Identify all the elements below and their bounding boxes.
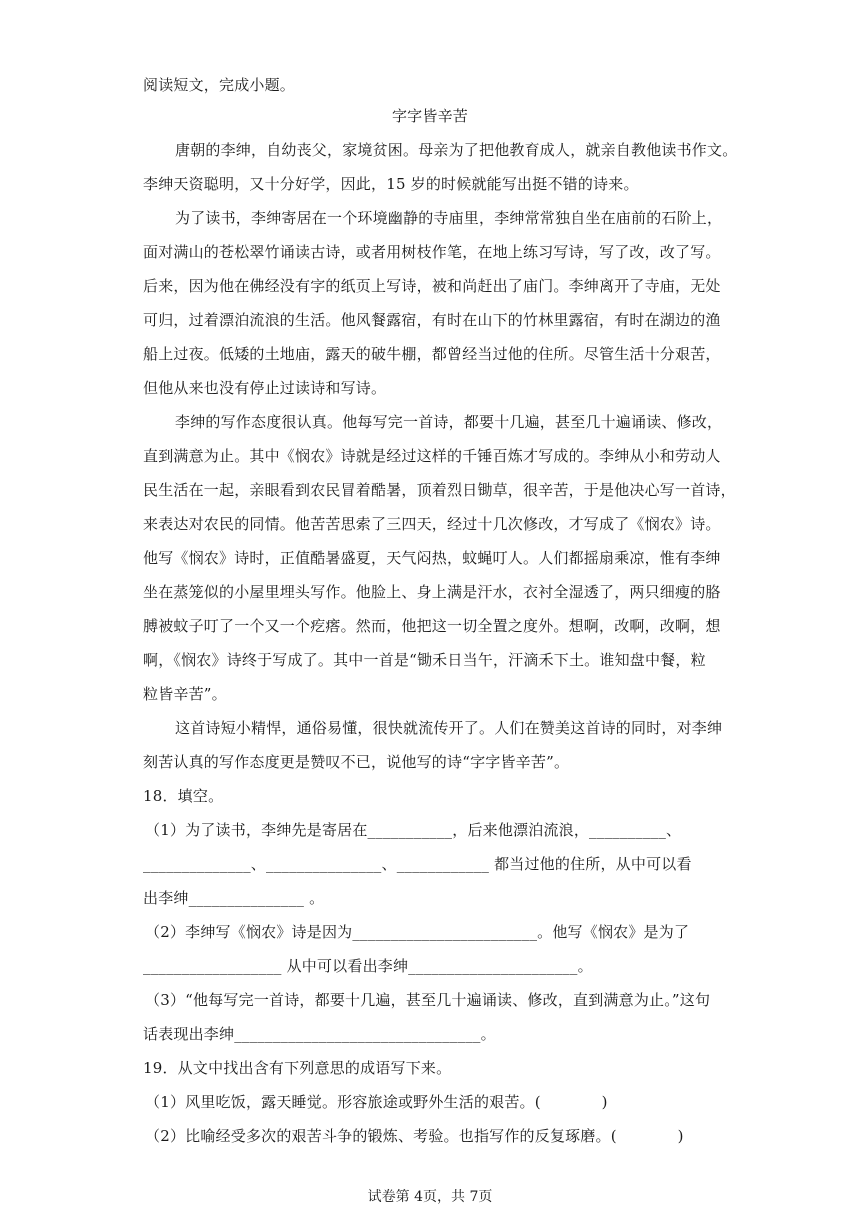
article-line: 民生活在一起，亲眼看到农民冒着酷暑，顶着烈日锄草，很辛苦，于是他决心写一首诗， xyxy=(143,481,736,499)
article-line: 李绅的写作态度很认真。他每写完一首诗，都要十几遍，甚至几十遍诵读、修改， xyxy=(175,413,723,431)
question-18-line: （1）为了读书，李绅先是寄居在___________，后来他漂泊流浪，__________、 xyxy=(145,821,682,839)
question-18-line: ______________、_______________、____________ 都当过他的住所，从中可以看 xyxy=(143,855,692,873)
article-line: 为了读书，李绅寄居在一个环境幽静的寺庙里，李绅常常独自坐在庙前的石阶上， xyxy=(175,209,723,227)
question-18-line: __________________ 从中可以看出李绅______________________。 xyxy=(143,957,593,975)
question-19-line: （2）比喻经受多次的艰苦斗争的锻炼、考验。也指写作的反复琢磨。( ) xyxy=(145,1127,684,1145)
article-line: 坐在蒸笼似的小屋里埋头写作。他脸上、身上满是汗水，衣衬全湿透了，两只细瘦的胳 xyxy=(143,583,721,601)
article-line: 可归，过着漂泊流浪的生活。他风餐露宿，有时在山下的竹林里露宿，有时在湖边的渔 xyxy=(143,311,721,329)
article-line: 李绅天资聪明，又十分好学，因此，15 岁的时候就能写出挺不错的诗来。 xyxy=(143,175,639,193)
article-line: 后来，因为他在佛经没有字的纸页上写诗，被和尚赶出了庙门。李绅离开了寺庙，无处 xyxy=(143,277,721,295)
article-line: 刻苦认真的写作态度更是赞叹不已，说他写的诗“字字皆辛苦”。 xyxy=(143,753,570,771)
page-footer: 试卷第 4页，共 7页 xyxy=(367,1189,493,1205)
question-19-line: （1）风里吃饭，露天睡觉。形容旅途或野外生活的艰苦。( ) xyxy=(145,1093,608,1111)
article-line: 他写《悯农》诗时，正值酷暑盛夏，天气闷热，蚊蝇叮人。人们都摇扇乘凉，惟有李绅 xyxy=(143,549,721,567)
article-title: 字字皆辛苦 xyxy=(391,107,468,125)
reading-instruction: 阅读短文，完成小题。 xyxy=(143,76,296,94)
question-18-line: （3）“他每写完一首诗，都要十几遍，甚至几十遍诵读、修改，直到满意为止。”这句 xyxy=(145,991,711,1009)
article-line: 啊，《悯农》诗终于写成了。其中一首是“锄禾日当午，汗滴禾下土。谁知盘中餐，粒 xyxy=(143,651,706,669)
article-line: 船上过夜。低矮的土地庙，露天的破牛棚，都曾经当过他的住所。尽管生活十分艰苦， xyxy=(143,345,721,363)
article-line: 直到满意为止。其中《悯农》诗就是经过这样的千锤百炼才写成的。李绅从小和劳动人 xyxy=(143,447,721,465)
question-18-line: 话表现出李绅________________________________。 xyxy=(143,1025,496,1043)
article-line: 粒皆辛苦”。 xyxy=(143,685,227,703)
article-line: 这首诗短小精悍，通俗易懂，很快就流传开了。人们在赞美这首诗的同时，对李绅 xyxy=(175,719,723,737)
article-line: 膊被蚊子叮了一个又一个疙瘩。然而，他把这一切全置之度外。想啊，改啊，改啊，想 xyxy=(143,617,721,635)
article-line: 来表达对农民的同情。他苦苦思索了三四天，经过十几次修改，才写成了《悯农》诗。 xyxy=(143,515,721,533)
article-line: 面对满山的苍松翠竹诵读古诗，或者用树枝作笔，在地上练习写诗，写了改，改了写。 xyxy=(143,243,721,261)
question-19-title: 19．从文中找出含有下列意思的成语写下来。 xyxy=(143,1059,452,1077)
question-18-line: 出李绅_______________ 。 xyxy=(143,889,325,907)
article-line: 唐朝的李绅，自幼丧父，家境贫困。母亲为了把他教育成人，就亲自教他读书作文。 xyxy=(175,141,738,159)
question-18-line: （2）李绅写《悯农》诗是因为________________________。他写《悯农》是为了 xyxy=(145,923,690,941)
article-line: 但他从来也没有停止过读诗和写诗。 xyxy=(143,379,387,397)
question-18-title: 18．填空。 xyxy=(143,787,224,805)
